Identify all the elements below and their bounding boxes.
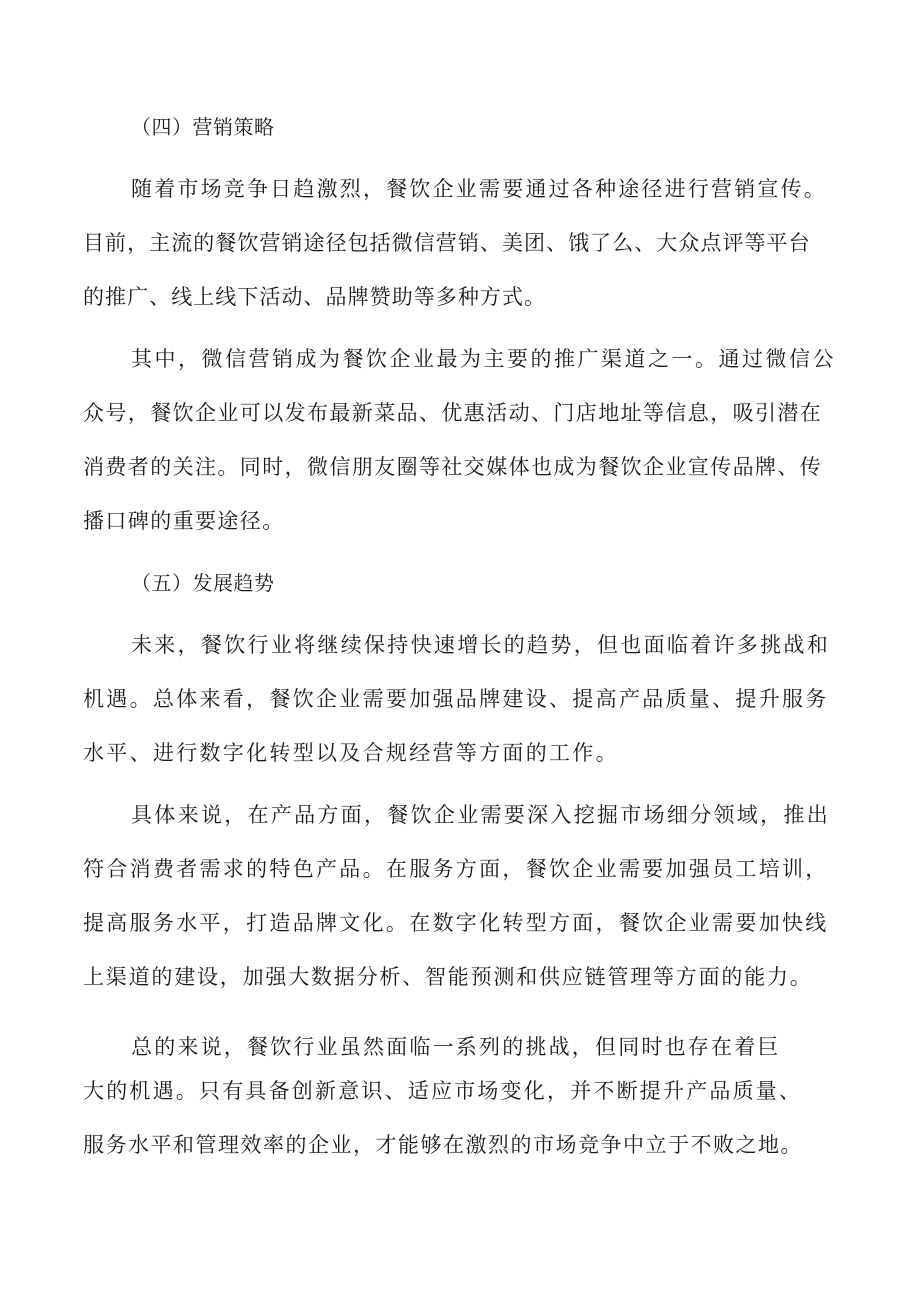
paragraph-line: 播口碑的重要途径。 — [83, 509, 285, 533]
paragraph-line: 其中，微信营销成为餐饮企业最为主要的推广渠道之一。通过微信公 — [131, 347, 836, 371]
paragraph-line: 服务水平和管理效率的企业，才能够在激烈的市场竞争中立于不败之地。 — [83, 1133, 803, 1157]
paragraph-line: 机遇。总体来看，餐饮企业需要加强品牌建设、提高产品质量、提升服务 — [83, 687, 829, 711]
paragraph-line: 水平、进行数字化转型以及合规经营等方面的工作。 — [83, 741, 619, 765]
paragraph-line: 消费者的关注。同时，微信朋友圈等社交媒体也成为餐饮企业宣传品牌、传 — [83, 455, 823, 479]
paragraph-line: 上渠道的建设，加强大数据分析、智能预测和供应链管理等方面的能力。 — [83, 965, 813, 989]
paragraph-line: 目前，主流的餐饮营销途径包括微信营销、美团、饿了么、大众点评等平台 — [83, 231, 811, 255]
paragraph-line: 未来，餐饮行业将继续保持快速增长的趋势，但也面临着许多挑战和 — [131, 633, 830, 657]
paragraph-line: 提高服务水平，打造品牌文化。在数字化转型方面，餐饮企业需要加快线 — [83, 911, 829, 935]
paragraph-line: 大的机遇。只有具备创新意识、适应市场变化，并不断提升产品质量、 — [83, 1079, 803, 1103]
paragraph-line: 符合消费者需求的特色产品。在服务方面，餐饮企业需要加强员工培训， — [83, 857, 829, 881]
section-heading-marketing-strategy: （四）营销策略 — [131, 115, 275, 139]
paragraph-line: 的推广、线上线下活动、品牌赞助等多种方式。 — [83, 285, 547, 309]
paragraph-line: 随着市场竞争日趋激烈，餐饮企业需要通过各种途径进行营销宣传。 — [131, 177, 827, 201]
section-heading-development-trend: （五）发展趋势 — [131, 571, 275, 595]
paragraph-line: 总的来说，餐饮行业虽然面临一系列的挑战，但同时也存在着巨 — [131, 1035, 781, 1059]
paragraph-line: 具体来说，在产品方面，餐饮企业需要深入挖掘市场细分领域，推出 — [131, 803, 830, 827]
paragraph-line: 众号，餐饮企业可以发布最新菜品、优惠活动、门店地址等信息，吸引潜在 — [83, 401, 823, 425]
